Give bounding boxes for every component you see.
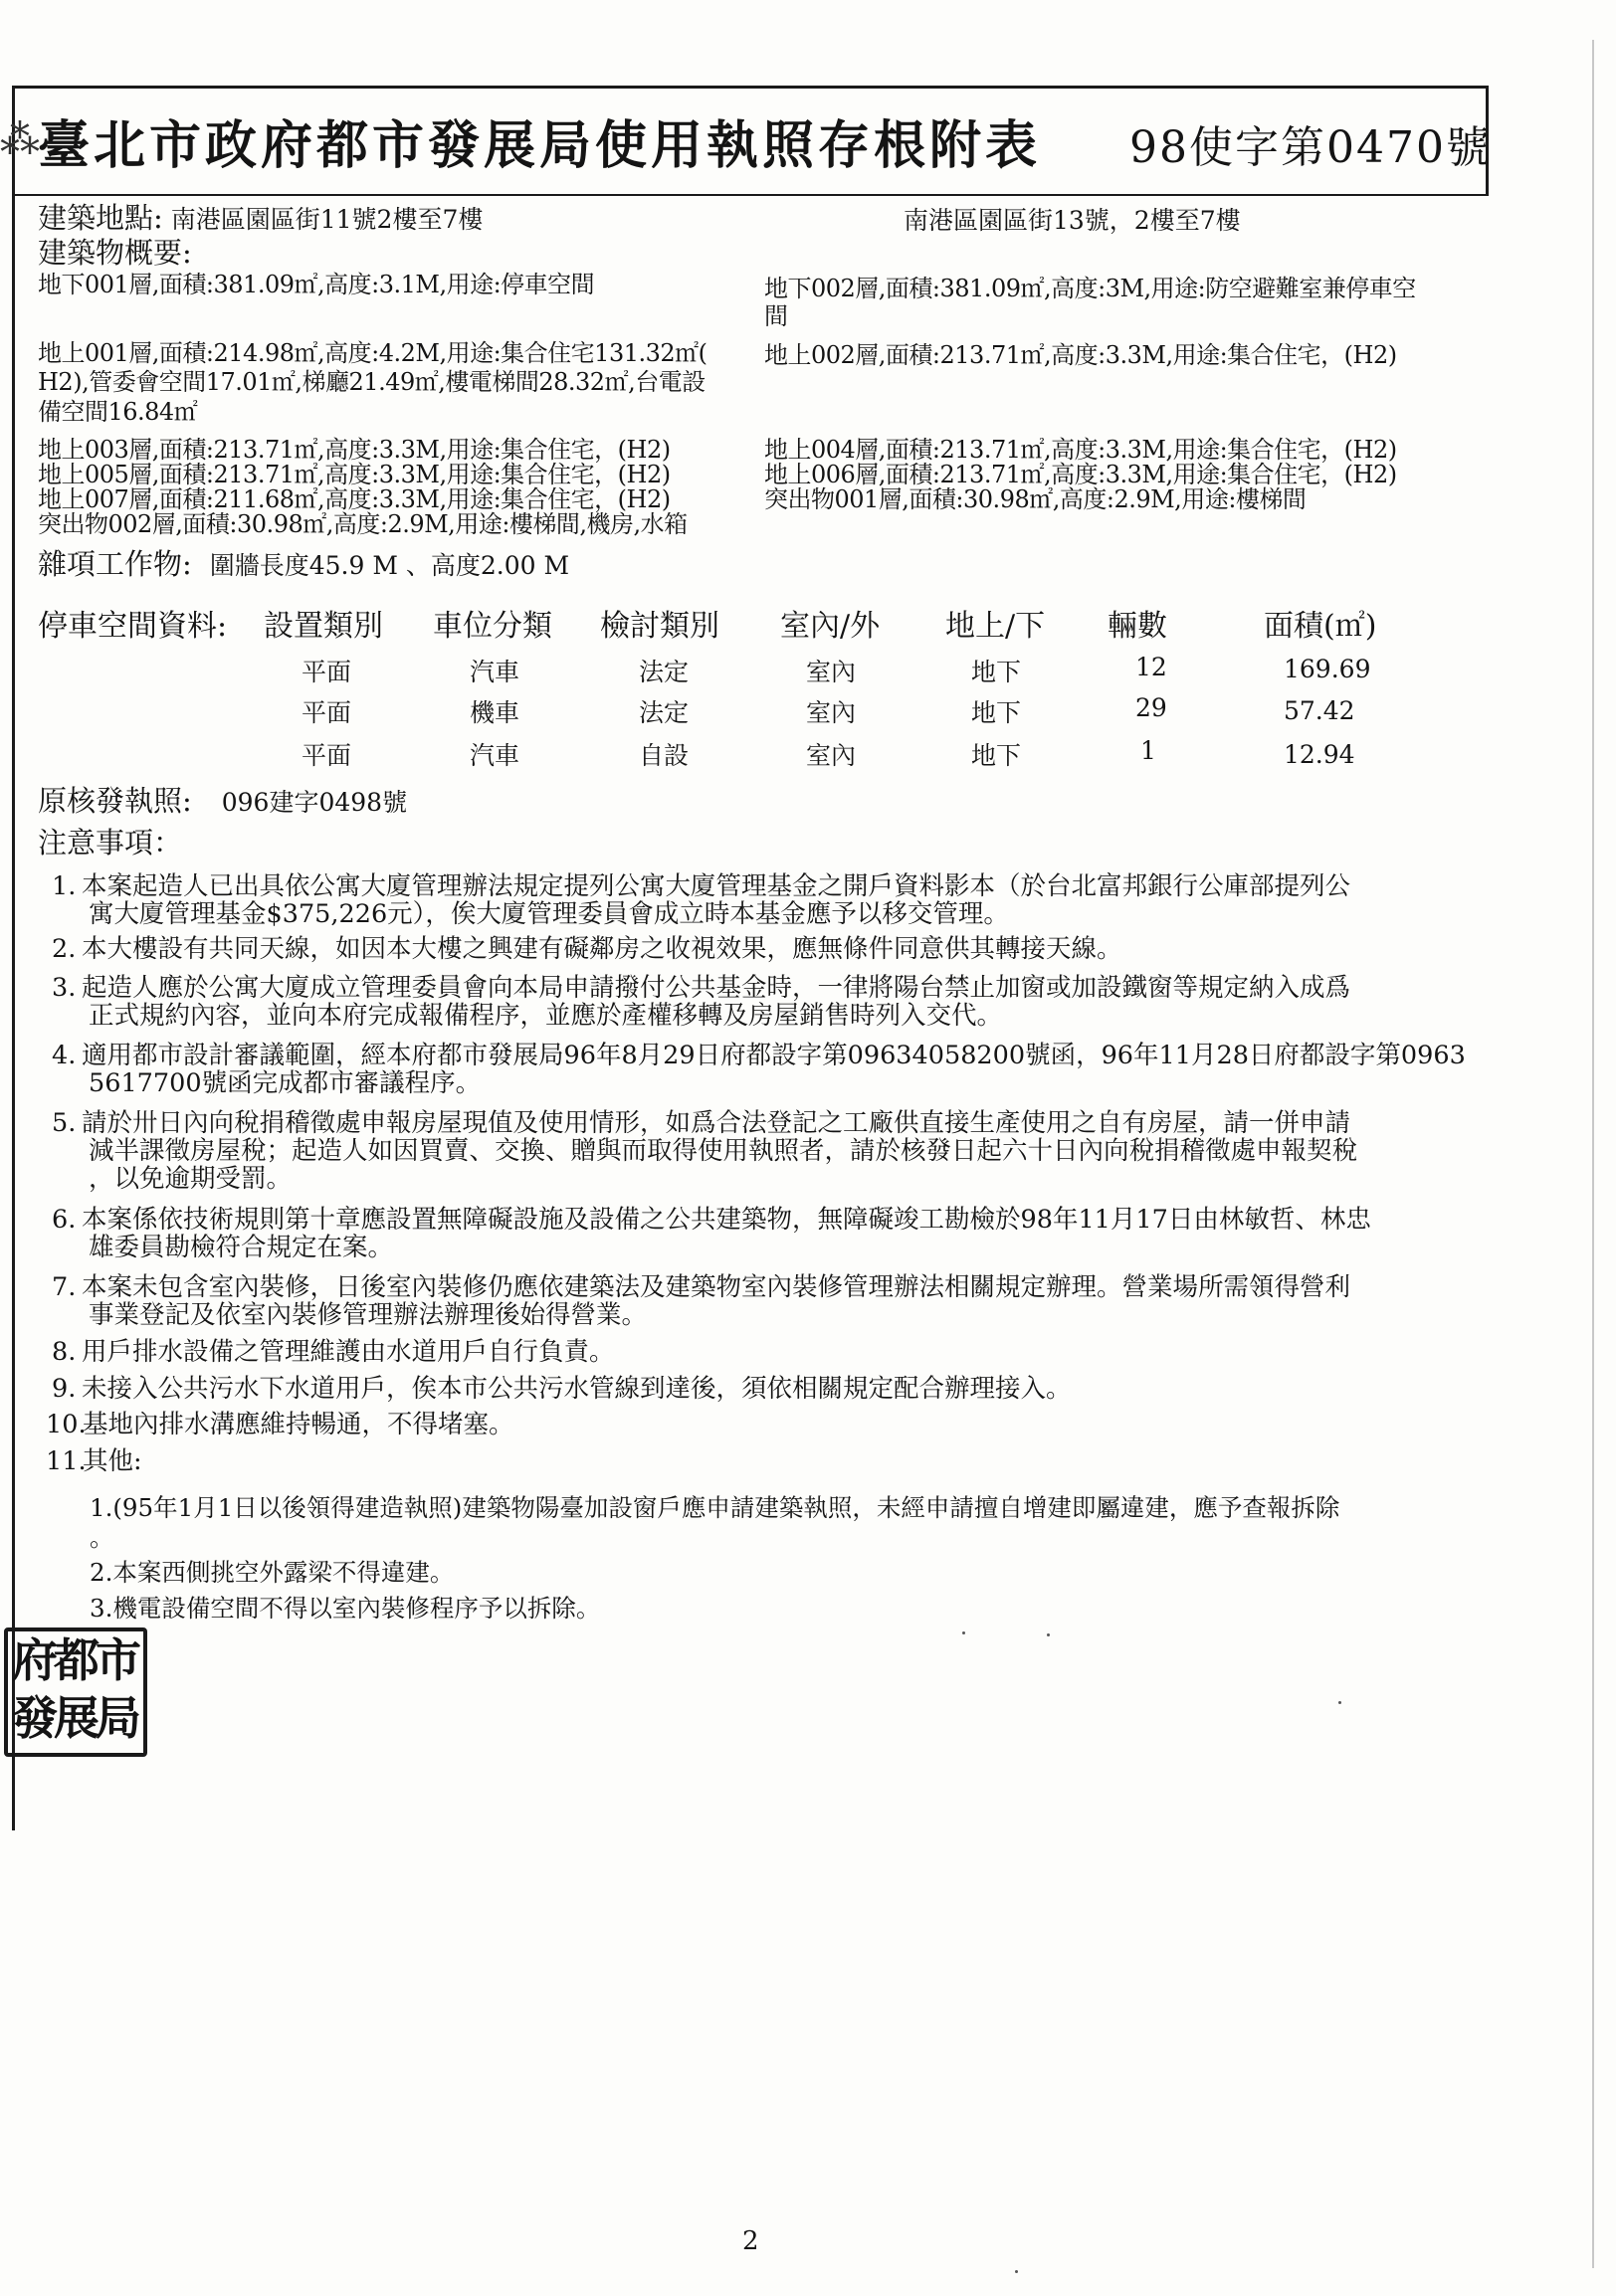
overview-label: 建築物概要: [38,236,192,270]
overview-b2-line1: 地下002層,面積:381.09㎡,高度:3M,用途:防空避難室兼停車空 [764,275,1416,302]
overview-f2: 地上002層,面積:213.71㎡,高度:3.3M,用途:集合住宅，(H2) [764,341,1397,369]
note-item-4: 4. 適用都市設計審議範圍，經本府都市發展局96年8月29日府都設字第09634058200號函，96年11月28日府都設字第0963 5617700號函完成都市審議程序。 [52,1041,1466,1098]
parking-cell: 法定 [639,658,690,686]
note-sub-item-1-line1: 1.(95年1月1日以後領得建造執照)建築物陽臺加設窗戶應申請建築執照，未經申請擅自增建即屬違建，應予查報拆除 [90,1493,1340,1522]
note-sub-item-1-line2: 。 [90,1523,114,1552]
note-item-10: 10.基地內排水溝應維持暢通，不得堵塞。 [46,1410,514,1439]
site-address-2: 南港區園區街13號，2樓至7樓 [904,206,1241,235]
parking-cell: 1 [1140,736,1156,765]
note-item-6: 6. 本案係依技術規則第十章應設置無障礙設施及設備之公共建築物，無障礙竣工勘檢於98年11月17日由林敏哲、林忠 雄委員勘檢符合規定在案。 [52,1205,1371,1262]
page-number: 2 [742,2226,759,2256]
overview-f3: 地上003層,面積:213.71㎡,高度:3.3M,用途:集合住宅，(H2) [38,436,671,464]
parking-cell: 室內 [806,741,857,770]
misc-works-label: 雜項工作物: [38,547,192,581]
site-label: 建築地點: [38,201,163,235]
parking-header-type: 設置類別 [264,609,383,644]
parking-header-area: 面積(㎡) [1264,609,1377,644]
note-item-9: 9. 未接入公共污水下水道用戶，俟本市公共污水管線到達後，須依相關規定配合辦理接入。 [52,1374,1072,1404]
left-margin-rule [12,189,15,1830]
original-permit-label: 原核發執照: [38,784,192,818]
parking-cell: 機車 [470,698,520,727]
overview-b2-line2: 間 [764,302,788,330]
note-item-5: 5. 請於卅日內向稅捐稽徵處申報房屋現值及使用情形，如爲合法登記之工廠供直接生產使用之自有房屋，請一併申請 減半課徵房屋稅；起造人如因買賣、交換、贈與而取得使用執照者，請於核發日起六十日內向稅捐稽徵處申報契稅 ，以免逾期受罰。 [52,1108,1358,1194]
overview-f7: 地上007層,面積:211.68㎡,高度:3.3M,用途:集合住宅，(H2) [38,485,671,513]
notes-label: 注意事項： [38,826,183,860]
parking-header-indoor: 室內/外 [780,609,881,644]
note-item-11: 11.其他: [46,1446,142,1476]
overview-f1-line2: H2),管委會空間17.01㎡,梯廳21.49㎡,樓電梯間28.32㎡,台電設 [38,368,706,396]
parking-cell: 平面 [302,658,352,686]
parking-cell: 室內 [806,698,857,727]
note-item-7: 7. 本案未包含室內裝修，日後室內裝修仍應依建築法及建築物室內裝修管理辦法相關規定辦理。營業場所需領得營利 事業登記及依室內裝修管理辦法辦理後始得營業。 [52,1272,1351,1330]
scan-speck [1338,1701,1341,1704]
parking-cell: 57.42 [1284,696,1355,725]
binding-mark: ⁂ [0,117,40,163]
parking-cell: 法定 [639,698,690,727]
scan-speck [1015,2270,1018,2273]
permit-number: 98使字第0470號 [1129,122,1492,173]
site-row [38,201,484,235]
parking-header-count: 輛數 [1108,609,1167,644]
parking-cell: 地下 [971,658,1022,686]
note-sub-item-3: 3.機電設備空間不得以室內裝修程序予以拆除。 [90,1594,601,1623]
note-item-3: 3. 起造人應於公寓大廈成立管理委員會向本局申請撥付公共基金時，一律將陽台禁止加窗或加設鐵窗等規定納入成爲 正式規約內容，並向本府完成報備程序，並應於產權移轉及房屋銷售時列入交代。 [52,973,1351,1031]
overview-f5: 地上005層,面積:213.71㎡,高度:3.3M,用途:集合住宅，(H2) [38,461,671,488]
note-item-8: 8. 用戶排水設備之管理維護由水道用戶自行負責。 [52,1337,615,1367]
overview-b1: 地下001層,面積:381.09㎡,高度:3.1M,用途:停車空間 [38,271,595,298]
parking-cell: 地下 [971,698,1022,727]
note-item-2: 2. 本大樓設有共同天線，如因本大樓之興建有礙鄰房之收視效果，應無條件同意供其轉接天線。 [52,934,1122,964]
overview-f1-line3: 備空間16.84㎡ [38,398,198,426]
parking-cell: 平面 [302,741,352,770]
parking-cell: 169.69 [1284,655,1371,683]
overview-f4: 地上004層,面積:213.71㎡,高度:3.3M,用途:集合住宅，(H2) [764,436,1397,464]
misc-works-value: 圍牆長度45.9 M 、高度2.00 M [209,551,570,580]
parking-cell: 12 [1135,653,1167,681]
scan-edge-line [1592,40,1594,2268]
scan-speck [1047,1633,1050,1636]
parking-header-review: 檢討類別 [600,609,719,644]
parking-label: 停車空間資料: [38,609,228,644]
parking-cell: 29 [1135,693,1167,722]
parking-cell: 汽車 [470,658,520,686]
original-permit-row [38,784,408,818]
parking-cell: 室內 [806,658,857,686]
parking-cell: 地下 [971,741,1022,770]
parking-cell: 自設 [639,741,690,770]
parking-cell: 平面 [302,698,352,727]
overview-r1: 突出物001層,面積:30.98㎡,高度:2.9M,用途:樓梯間 [764,485,1307,513]
parking-cell: 12.94 [1284,740,1355,769]
parking-header-level: 地上/下 [945,609,1046,644]
note-item-1: 1. 本案起造人已出具依公寓大廈管理辦法規定提列公寓大廈管理基金之開戶資料影本（於台北富邦銀行公庫部提列公 寓大廈管理基金$375,226元），俟大廈管理委員會成立時本基金應予以移交管理。 [52,871,1351,929]
misc-works-row [38,547,570,581]
original-permit-value: 096建字0498號 [221,788,408,817]
document-title: 臺北市政府都市發展局使用執照存根附表 [38,115,1042,176]
overview-f1-line1: 地上001層,面積:214.98㎡,高度:4.2M,用途:集合住宅131.32㎡( [38,339,707,367]
site-address-1: 南港區園區街11號2樓至7樓 [170,205,484,234]
overview-r2: 突出物002層,面積:30.98㎡,高度:2.9M,用途:樓梯間,機房,水箱 [38,510,688,538]
parking-header-class: 車位分類 [433,609,552,644]
overview-f6: 地上006層,面積:213.71㎡,高度:3.3M,用途:集合住宅，(H2) [764,461,1397,488]
note-sub-item-2: 2.本案西側挑空外露梁不得違建。 [90,1558,455,1587]
parking-cell: 汽車 [470,741,520,770]
official-seal-stamp: 府 都 市 發 展 局 [4,1627,147,1757]
scan-speck [962,1631,965,1634]
